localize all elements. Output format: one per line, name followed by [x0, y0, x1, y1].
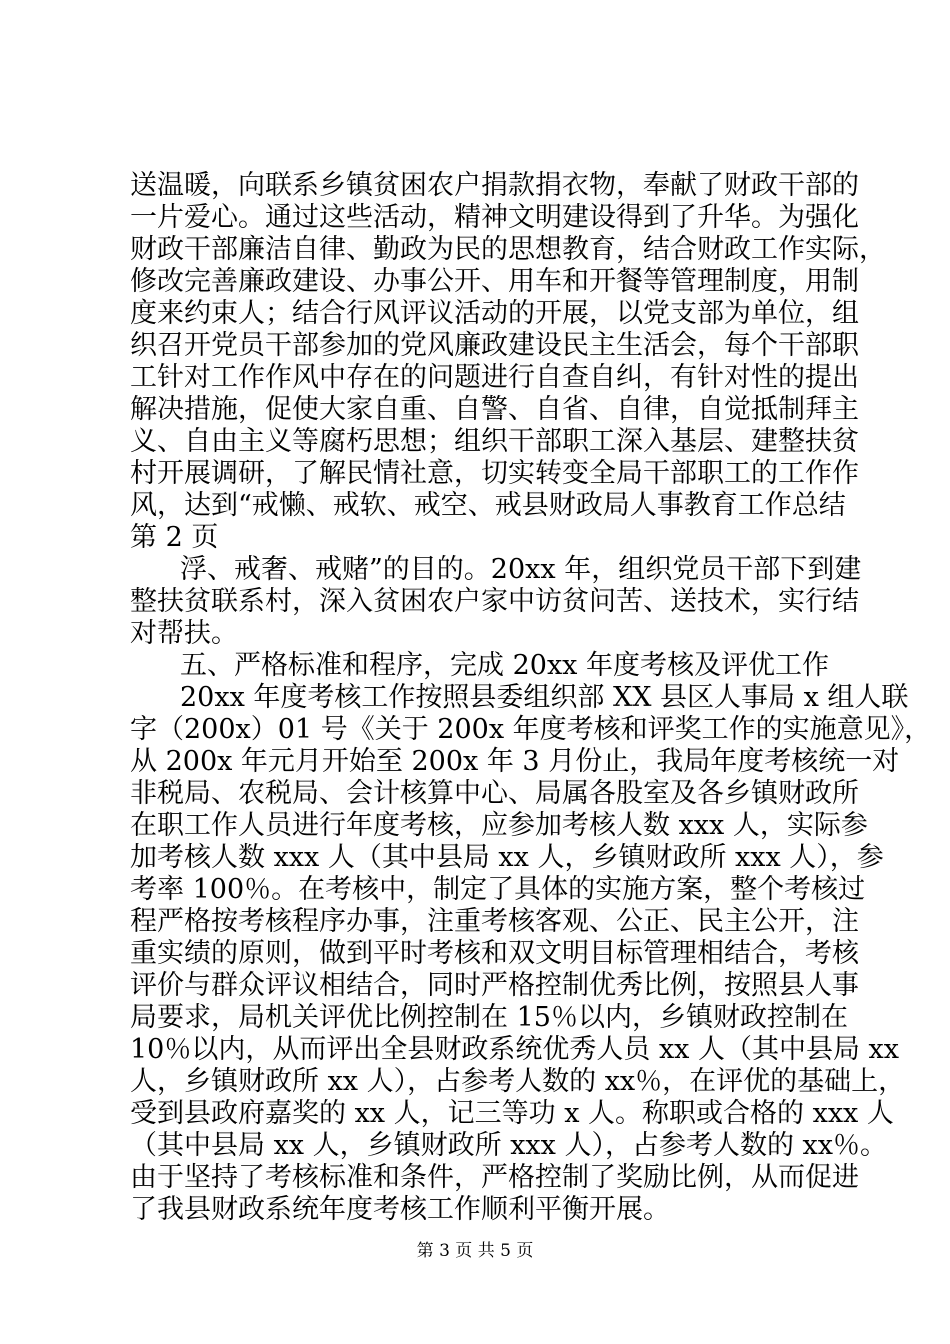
section-heading: 五、严格标准和程序，完成 20xx 年度考核及评优工作: [180, 650, 829, 681]
text-line: 字（200x）01 号《关于 200x 年度考核和评奖工作的实施意见》，: [130, 714, 932, 745]
text-line: 从 200x 年元月开始至 200x 年 3 月份止，我局年度考核统一对: [130, 746, 900, 777]
text-line: 对帮扶。: [130, 618, 238, 649]
text-line: 浮、戒奢、戒赌”的目的。20xx 年，组织党员干部下到建: [180, 554, 862, 585]
text-line: 程严格按考核程序办事，注重考核客观、公正、民主公开，注: [130, 906, 859, 937]
text-line: 考率 100％。在考核中，制定了具体的实施方案，整个考核过: [130, 874, 866, 905]
text-line: 义、自由主义等腐朽思想；组织干部职工深入基层、建整扶贫: [130, 426, 859, 457]
text-line: （其中县局 xx 人，乡镇财政所 xxx 人），占参考人数的 xx％。: [130, 1130, 888, 1161]
inline-page-marker: 第 2 页: [130, 522, 219, 553]
text-line: 整扶贫联系村，深入贫困农户家中访贫问苦、送技术，实行结: [130, 586, 859, 617]
text-line: 局要求，局机关评优比例控制在 15％以内，乡镇财政控制在: [130, 1002, 848, 1033]
page-footer: [0, 1240, 950, 1262]
text-line: 10％以内，从而评出全县财政系统优秀人员 xx 人（其中县局 xx: [130, 1034, 900, 1065]
text-line: 织召开党员干部参加的党风廉政建设民主生活会，每个干部职: [130, 330, 859, 361]
text-line: 加考核人数 xxx 人（其中县局 xx 人，乡镇财政所 xxx 人），参: [130, 842, 884, 873]
text-line: 人，乡镇财政所 xx 人），占参考人数的 xx％，在评优的基础上，: [130, 1066, 906, 1097]
text-line: 一片爱心。通过这些活动，精神文明建设得到了升华。为强化: [130, 202, 859, 233]
text-line: 受到县政府嘉奖的 xx 人，记三等功 x 人。称职或合格的 xxx 人: [130, 1098, 894, 1129]
document-body: [130, 170, 932, 1226]
text-line: 20xx 年度考核工作按照县委组织部 XX 县区人事局 x 组人联: [180, 682, 909, 713]
text-line: 了我县财政系统年度考核工作顺利平衡开展。: [130, 1194, 670, 1225]
text-line: 工针对工作作风中存在的问题进行自查自纠，有针对性的提出: [130, 362, 859, 393]
text-line: 送温暖，向联系乡镇贫困农户捐款捐衣物，奉献了财政干部的: [130, 170, 859, 201]
text-line: 重实绩的原则，做到平时考核和双文明目标管理相结合，考核: [130, 938, 859, 969]
text-line: 在职工作人员进行年度考核，应参加考核人数 xxx 人，实际参: [130, 810, 868, 841]
text-line: 度来约束人；结合行风评议活动的开展，以党支部为单位，组: [130, 298, 859, 329]
text-line: 非税局、农税局、会计核算中心、局属各股室及各乡镇财政所: [130, 778, 859, 809]
text-line: 评价与群众评议相结合，同时严格控制优秀比例，按照县人事: [130, 970, 859, 1001]
text-line: 由于坚持了考核标准和条件，严格控制了奖励比例，从而促进: [130, 1162, 859, 1193]
page-number: 第 3 页 共 5 页: [416, 1241, 534, 1261]
text-line: 风，达到“戒懒、戒软、戒空、戒县财政局人事教育工作总结: [130, 490, 846, 521]
text-line: 财政干部廉洁自律、勤政为民的思想教育，结合财政工作实际，: [130, 234, 886, 265]
text-line: 村开展调研，了解民情社意，切实转变全局干部职工的工作作: [130, 458, 859, 489]
text-line: 解决措施，促使大家自重、自警、自省、自律，自觉抵制拜主: [130, 394, 859, 425]
text-line: 修改完善廉政建设、办事公开、用车和开餐等管理制度，用制: [130, 266, 859, 297]
